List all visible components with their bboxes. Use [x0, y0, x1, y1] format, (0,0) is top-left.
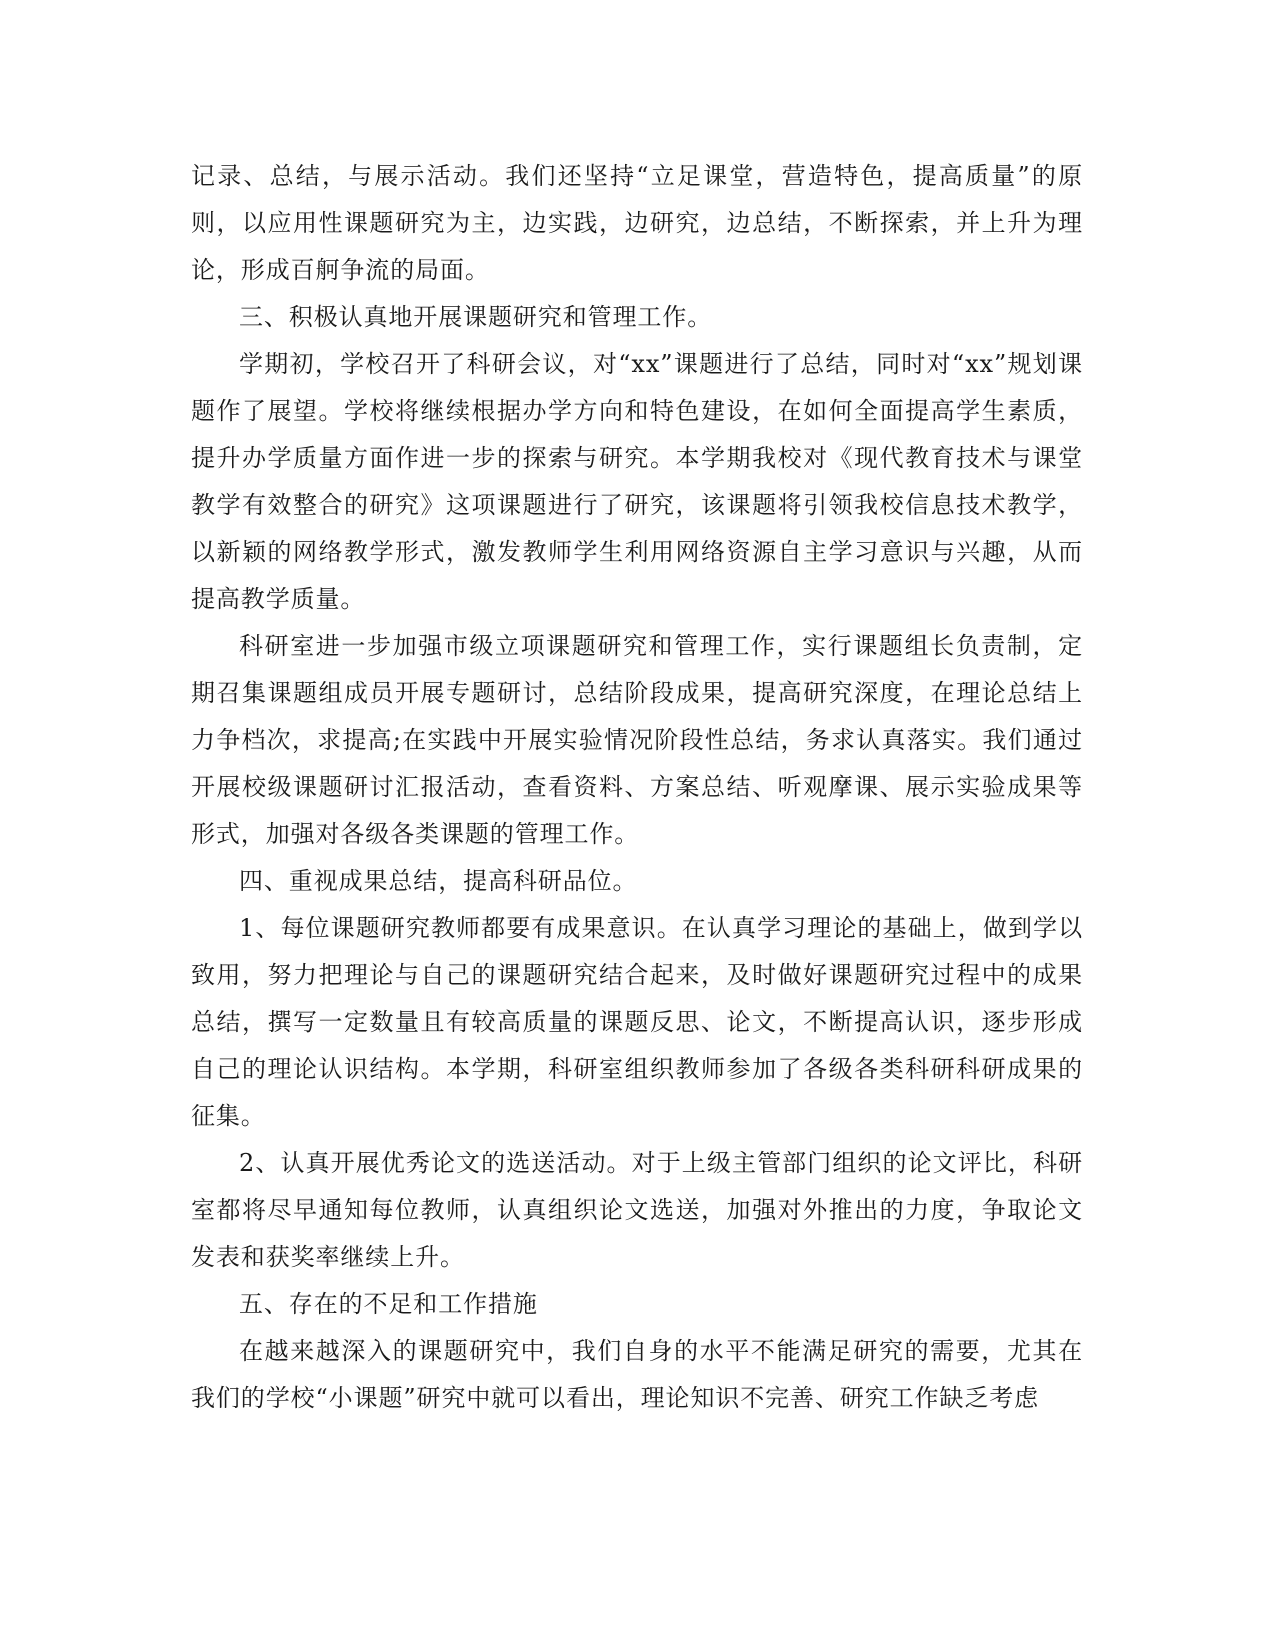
list-item-1: 1、每位课题研究教师都要有成果意识。在认真学习理论的基础上，做到学以致用，努力把理论与自己的课题研究结合起来，及时做好课题研究过程中的成果总结，撰写一定数量且有较高质量的课题反思、论文，不断提高认识，逐步形成自己的理论认识结构。本学期，科研室组织教师参加了各级各类科研科研成果的征集。: [191, 914, 1083, 1130]
paragraph-continuation: 记录、总结，与展示活动。我们还坚持“立足课堂，营造特色，提高质量”的原则，以应用性课题研究为主，边实践，边研究，边总结，不断探索，并上升为理论，形成百舸争流的局面。: [191, 162, 1083, 284]
paragraph: 学期初，学校召开了科研会议，对“xx”课题进行了总结，同时对“xx”规划课题作了展望。学校将继续根据办学方向和特色建设，在如何全面提高学生素质，提升办学质量方面作进一步的探索与研究。本学期我校对《现代教育技术与课堂教学有效整合的研究》这项课题进行了研究，该课题将引领我校信息技术教学，以新颖的网络教学形式，激发教师学生利用网络资源自主学习意识与兴趣，从而提高教学质量。: [191, 350, 1083, 613]
paragraph: 科研室进一步加强市级立项课题研究和管理工作，实行课题组长负责制，定期召集课题组成员开展专题研讨，总结阶段成果，提高研究深度，在理论总结上力争档次，求提高;在实践中开展实验情况阶段性总结，务求认真落实。我们通过开展校级课题研讨汇报活动，查看资料、方案总结、听观摩课、展示实验成果等形式，加强对各级各类课题的管理工作。: [191, 632, 1083, 848]
list-item-2: 2、认真开展优秀论文的选送活动。对于上级主管部门组织的论文评比，科研室都将尽早通知每位教师，认真组织论文选送，加强对外推出的力度，争取论文发表和获奖率继续上升。: [191, 1149, 1083, 1271]
paragraph: 在越来越深入的课题研究中，我们自身的水平不能满足研究的需要，尤其在我们的学校“小课题”研究中就可以看出，理论知识不完善、研究工作缺乏考虑: [191, 1337, 1083, 1412]
document-body: [191, 153, 1083, 1422]
section-heading-3: 三、积极认真地开展课题研究和管理工作。: [239, 303, 713, 331]
section-heading-5: 五、存在的不足和工作措施: [239, 1290, 538, 1318]
section-heading-4: 四、重视成果总结，提高科研品位。: [239, 867, 638, 895]
